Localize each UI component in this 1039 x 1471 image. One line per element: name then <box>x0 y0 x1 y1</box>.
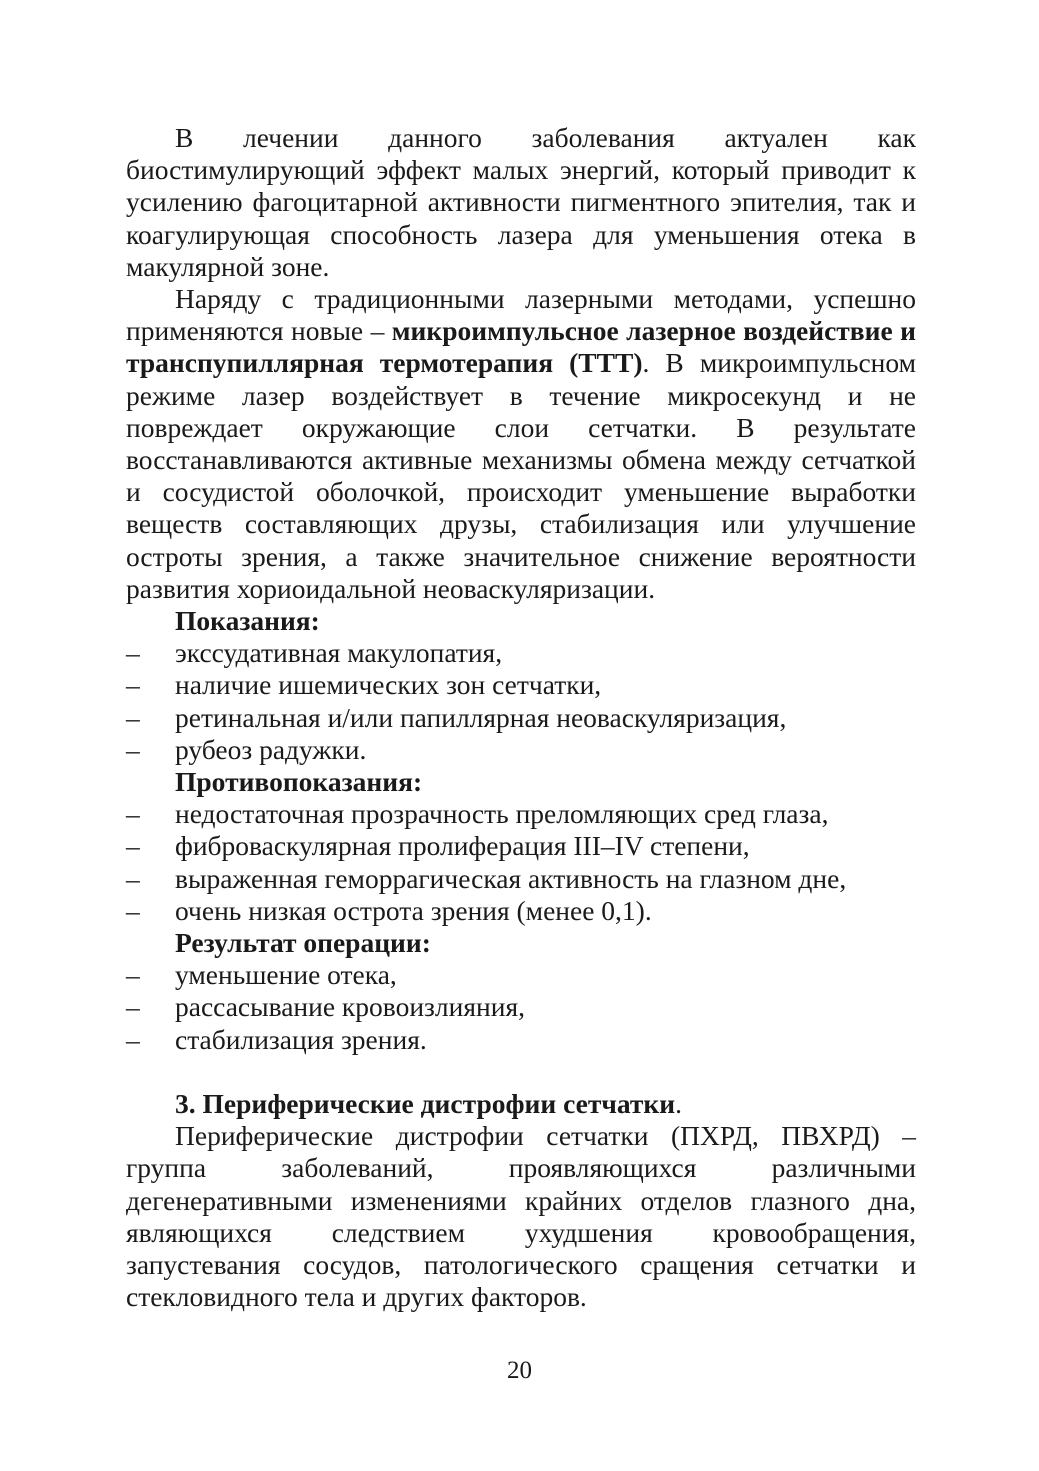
list-dash: – <box>126 701 140 733</box>
list-item-text: уменьшение отека, <box>175 959 397 991</box>
list-dash: – <box>126 862 140 894</box>
indications-list <box>126 637 916 766</box>
paragraph-new-methods <box>126 283 916 605</box>
results-list <box>126 959 916 1056</box>
section-spacer <box>126 1056 916 1088</box>
section-3-title-period: . <box>675 1087 682 1119</box>
list-dash: – <box>126 991 140 1023</box>
list-item-text: ретинальная и/или папиллярная неоваскуляризация, <box>175 701 787 733</box>
list-dash: – <box>126 894 140 926</box>
list-dash: – <box>126 959 140 991</box>
list-item <box>126 637 916 669</box>
paragraph-laser-effect: В лечении данного заболевания актуален как биостимулирующий эффект малых энергий, который приводит к усилению фагоцитарной активности пигментного эпителия, так и коагулирующая способность лазера для уменьшения отека в макулярной зоне. <box>126 122 916 282</box>
contraindications-heading: Противопоказания: <box>175 766 423 798</box>
list-dash: – <box>126 798 140 830</box>
list-dash: – <box>126 830 140 862</box>
list-item <box>126 991 916 1023</box>
list-item <box>126 702 916 734</box>
results-heading: Результат операции: <box>175 927 431 959</box>
page-content <box>126 122 916 1313</box>
section-3-title-bold: 3. Периферические дистрофии сетчатки <box>175 1087 676 1119</box>
paragraph-new-methods-start: Наряду с традиционными лазерными методами, успешно применяются новые – <box>126 283 916 347</box>
paragraph-peripheral-dystrophy: Периферические дистрофии сетчатки (ПХРД, ПВХРД) – группа заболеваний, проявляющихся различными дегенеративными изменениями крайних отделов глазного дна, являющихся следствием ухудшения кровообращения, запустевания сосудов, патологического сращения сетчатки и стекловидного тела и других факторов. <box>126 1120 916 1313</box>
list-item-text: экссудативная макулопатия, <box>175 637 503 669</box>
indications-heading: Показания: <box>175 605 320 637</box>
contraindications-list <box>126 798 916 927</box>
list-item <box>126 863 916 895</box>
list-item-text: рубеоз радужки. <box>175 733 367 765</box>
list-item-text: наличие ишемических зон сетчатки, <box>175 669 602 701</box>
page-number: 20 <box>507 1357 532 1384</box>
new-methods-bold: микроимпульсное лазерное воздействие и транспупиллярная термотерапия (ТТТ) <box>126 315 916 379</box>
list-item <box>126 895 916 927</box>
list-item <box>126 959 916 991</box>
list-item-text: стабилизация зрения. <box>175 1023 427 1055</box>
list-item <box>126 1024 916 1056</box>
list-dash: – <box>126 733 140 765</box>
list-item <box>126 798 916 830</box>
list-item <box>126 734 916 766</box>
list-item-text: фиброваскулярная пролиферация III–IV степени, <box>175 830 750 862</box>
list-item-text: выраженная геморрагическая активность на глазном дне, <box>175 862 847 894</box>
list-item-text: рассасывание кровоизлияния, <box>175 991 525 1023</box>
list-dash: – <box>126 669 140 701</box>
list-dash: – <box>126 1023 140 1055</box>
paragraph-new-methods-end: . В микроимпульсном режиме лазер воздействует в течение микросекунд и не повреждает окружающие слои сетчатки. В результате восстанавливаются активные механизмы обмена между сетчаткой и сосудистой оболочкой, происходит уменьшение выработки веществ составляющих друзы, стабилизация или улучшение остроты зрения, а также значительное снижение вероятности развития хориоидальной неоваскуляризации. <box>126 347 916 604</box>
section-3-title <box>126 1088 916 1120</box>
list-item <box>126 669 916 701</box>
list-item <box>126 830 916 862</box>
list-dash: – <box>126 637 140 669</box>
list-item-text: недостаточная прозрачность преломляющих сред глаза, <box>175 798 829 830</box>
list-item-text: очень низкая острота зрения (менее 0,1). <box>175 894 652 926</box>
